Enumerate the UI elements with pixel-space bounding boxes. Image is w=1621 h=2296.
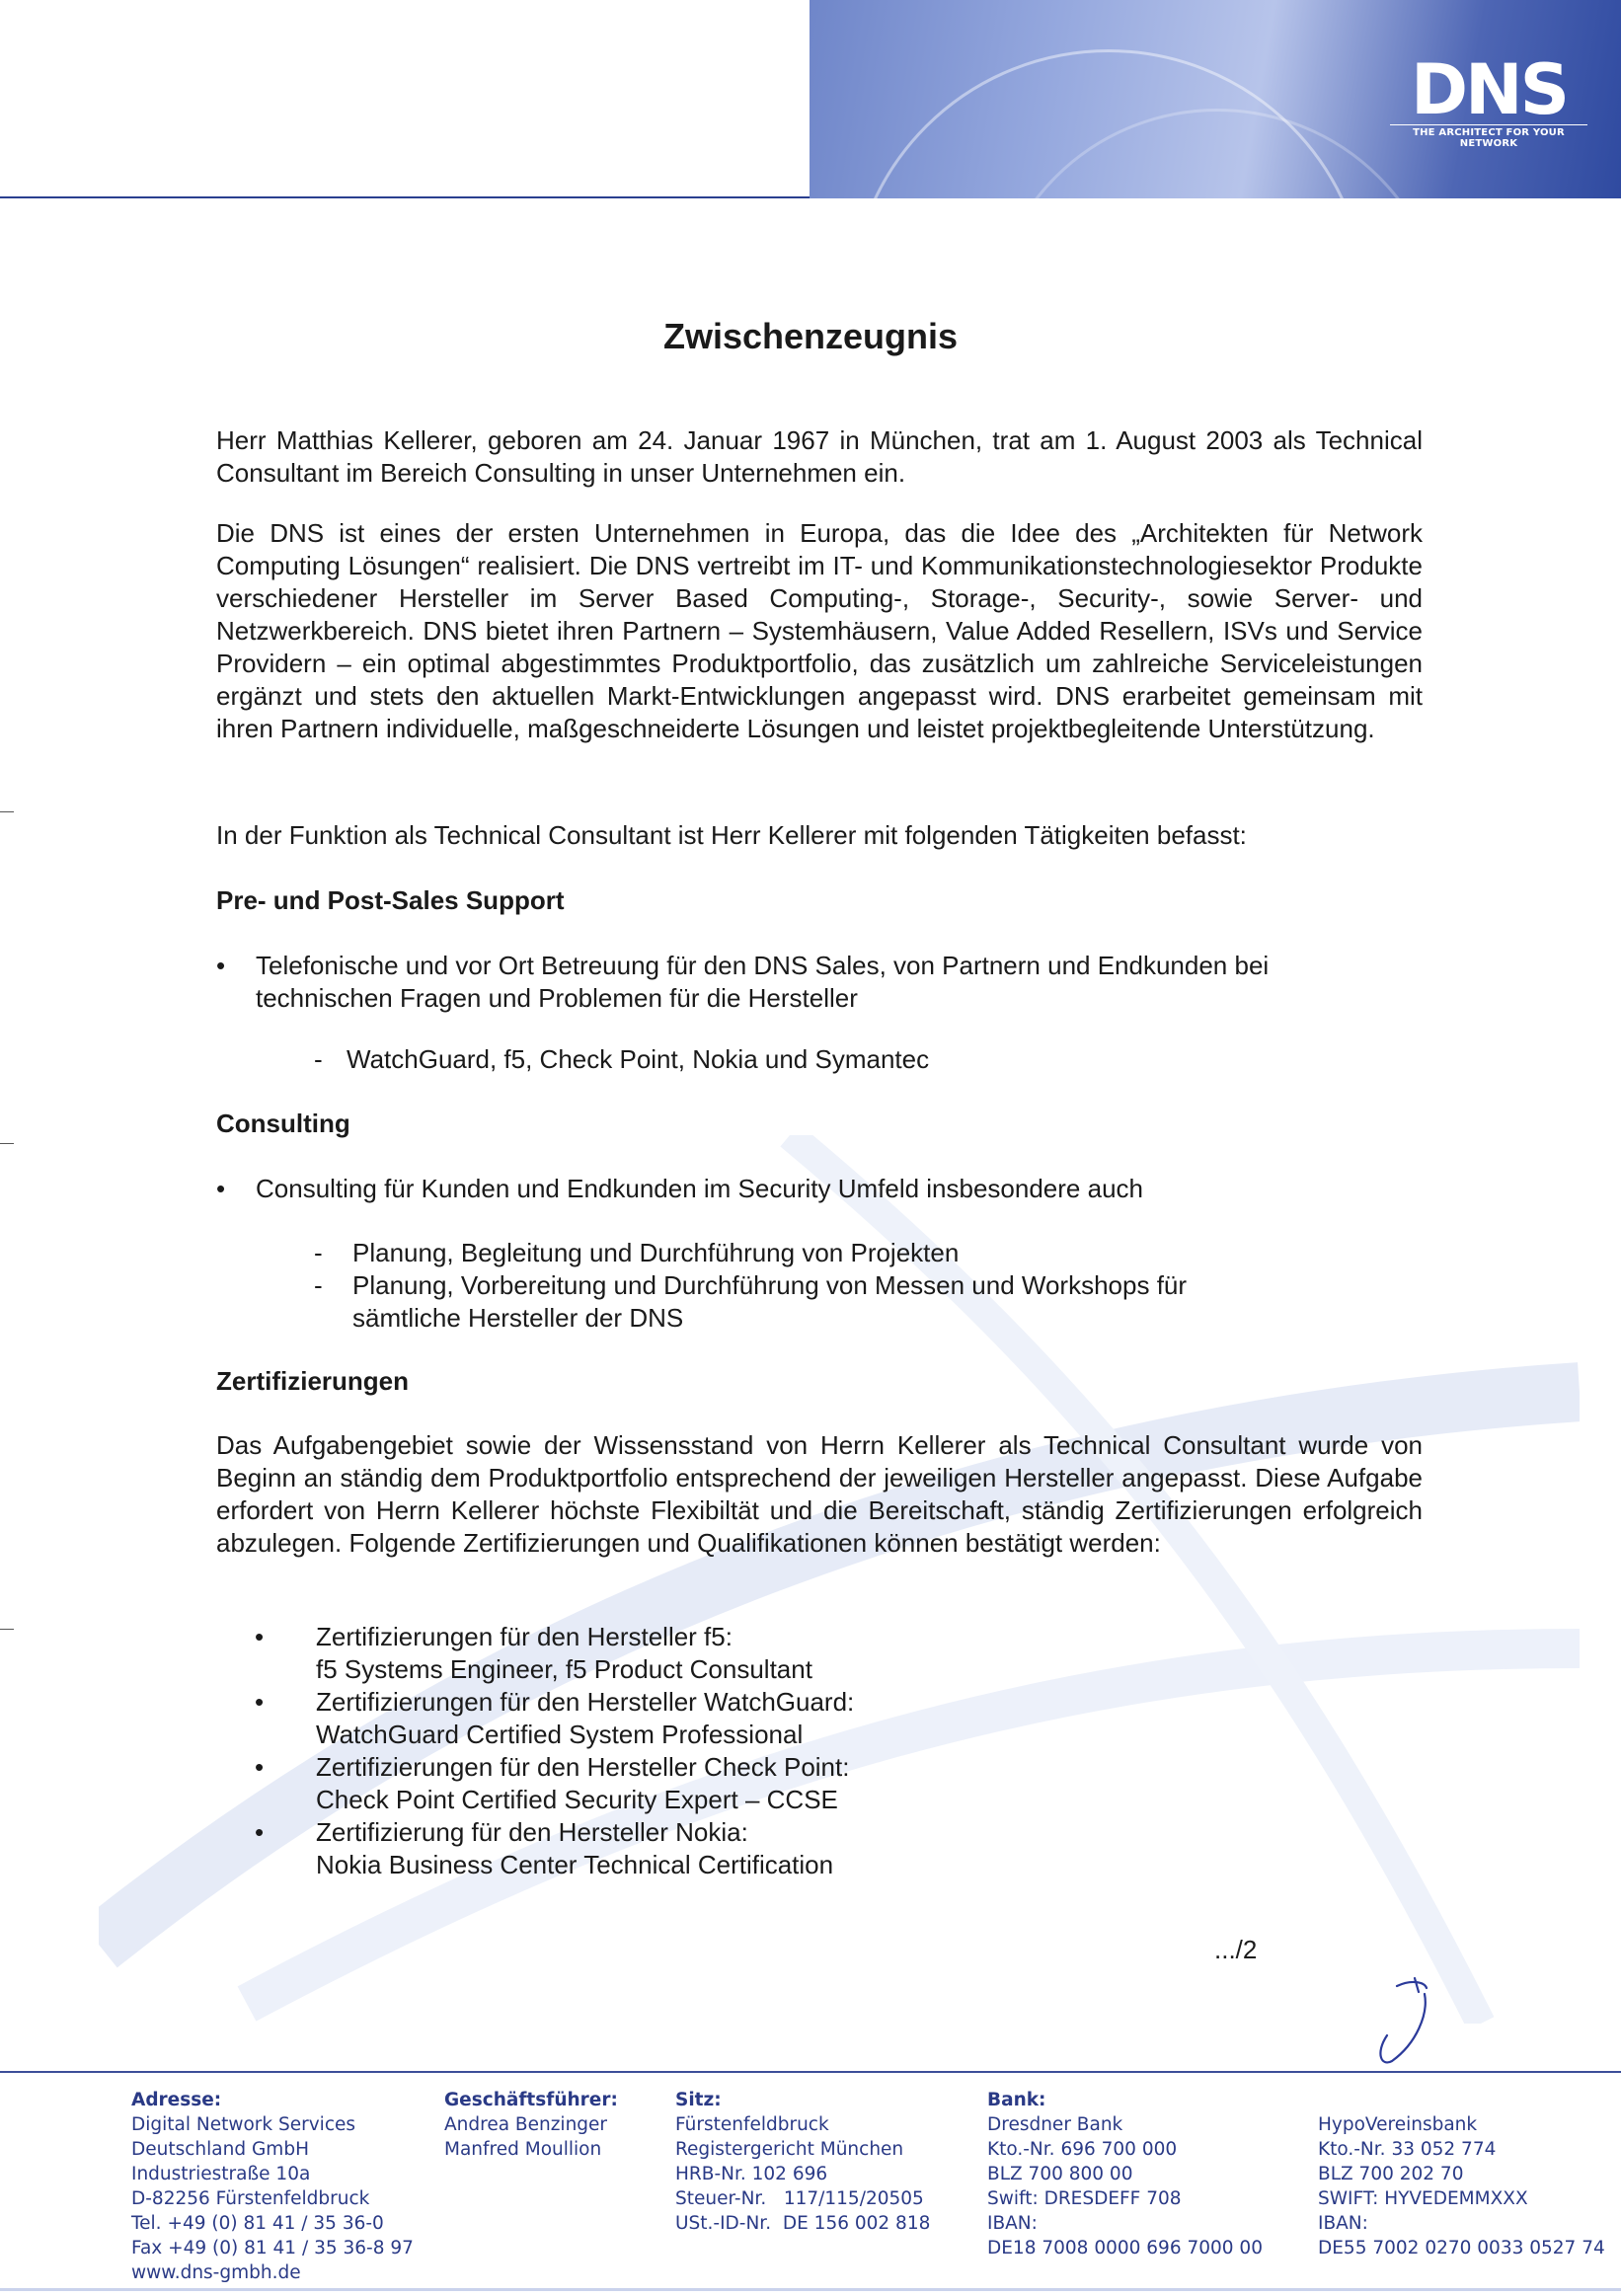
dash-symbol: - — [314, 1044, 323, 1074]
document-title: Zwischenzeugnis — [662, 316, 959, 356]
footer-line: Kto.-Nr. 696 700 000 — [987, 2139, 1178, 2160]
certification-vendor: Zertifizierungen für den Hersteller f5: — [316, 1622, 733, 1651]
footer-heading: Geschäftsführer: — [444, 2090, 618, 2110]
certification-name: WatchGuard Certified System Professional — [316, 1720, 804, 1749]
list-item — [216, 950, 1401, 1015]
footer-heading: Adresse: — [131, 2090, 222, 2110]
footer-line: Andrea Benzinger — [444, 2114, 608, 2135]
consulting-bullet: Consulting für Kunden und Endkunden im Security Umfeld insbesondere auch — [256, 1174, 1143, 1203]
footer-line: BLZ 700 800 00 — [987, 2164, 1133, 2184]
footer-line: Dresdner Bank — [987, 2114, 1123, 2135]
footer-line: HypoVereinsbank — [1318, 2114, 1478, 2135]
footer-line: SWIFT: HYVEDEMMXXX — [1318, 2188, 1528, 2209]
dns-logo — [1390, 49, 1587, 149]
list-item — [255, 1686, 1143, 1751]
fold-mark — [0, 1629, 14, 1630]
footer-address — [131, 2088, 414, 2285]
bullet-symbol: • — [255, 1687, 265, 1717]
footer-line: HRB-Nr. 102 696 — [675, 2164, 828, 2184]
footer-line: USt.-ID-Nr. DE 156 002 818 — [675, 2213, 931, 2234]
intro-paragraph: Herr Matthias Kellerer, geboren am 24. Januar 1967 in München, trat am 1. August 2003 als Technical Consultant im Bereich Consulting in unser Unternehmen ein. — [216, 425, 1423, 488]
footer-line: Fürstenfeldbruck — [675, 2114, 829, 2135]
footer-line: Deutschland GmbH — [131, 2139, 309, 2160]
consulting-sub-item-line: Planung, Vorbereitung und Durchführung von Messen und Workshops für — [352, 1270, 1188, 1300]
footer-line: Registergericht München — [675, 2139, 904, 2160]
footer-heading: Bank: — [987, 2090, 1046, 2110]
support-bullet-line: technischen Fragen und Problemen für die Hersteller — [256, 983, 858, 1013]
dash-symbol: - — [314, 1270, 323, 1300]
logo-text: DNS — [1410, 49, 1568, 130]
footer-line: Kto.-Nr. 33 052 774 — [1318, 2139, 1497, 2160]
certification-vendor: Zertifizierungen für den Hersteller WatchGuard: — [316, 1687, 855, 1717]
footer-line: Swift: DRESDEFF 708 — [987, 2188, 1182, 2209]
bullet-symbol: • — [255, 1752, 265, 1782]
footer-seat — [675, 2088, 930, 2236]
consulting-sub-item-line: sämtliche Hersteller der DNS — [352, 1303, 684, 1333]
support-bullet-line: Telefonische und vor Ort Betreuung für den DNS Sales, von Partnern und Endkunden bei — [256, 951, 1270, 980]
letterhead-banner — [810, 0, 1621, 198]
page-reference: .../2 — [1214, 1935, 1258, 1964]
footer-line: Steuer-Nr. 117/115/20505 — [675, 2188, 924, 2209]
footer-management — [444, 2088, 618, 2162]
list-item — [255, 1621, 1143, 1686]
bullet-symbol: • — [255, 1817, 265, 1847]
list-item — [255, 1751, 1143, 1816]
certification-vendor: Zertifizierungen für den Hersteller Check Point: — [316, 1752, 850, 1782]
dash-symbol: - — [314, 1238, 323, 1267]
fold-mark — [0, 1143, 14, 1144]
list-item — [216, 1173, 1401, 1205]
certification-name: Check Point Certified Security Expert – CCSE — [316, 1785, 838, 1814]
footer-line: D-82256 Fürstenfeldbruck — [131, 2188, 370, 2209]
section-heading-support: Pre- und Post-Sales Support — [216, 885, 565, 915]
footer-line: Manfred Moullion — [444, 2139, 602, 2160]
support-sub-item: WatchGuard, f5, Check Point, Nokia und Symantec — [347, 1044, 930, 1074]
section-heading-certifications: Zertifizierungen — [216, 1366, 410, 1396]
footer-bank-secondary — [1318, 2112, 1605, 2260]
footer-line: DE18 7008 0000 696 7000 00 — [987, 2238, 1263, 2258]
footer-rule — [0, 2071, 1621, 2073]
footer-line: Tel. +49 (0) 81 41 / 35 36-0 — [131, 2213, 384, 2234]
fold-mark — [0, 811, 14, 812]
letterhead — [0, 0, 1621, 198]
letterhead-rule — [0, 196, 811, 198]
certification-vendor: Zertifizierung für den Hersteller Nokia: — [316, 1817, 748, 1847]
function-intro-paragraph: In der Funktion als Technical Consultant ist Herr Kellerer mit folgenden Tätigkeiten befasst: — [216, 820, 1247, 850]
signature-initial — [1367, 1974, 1446, 2068]
company-description-paragraph: Die DNS ist eines der ersten Unternehmen in Europa, das die Idee des „Architekten für Network Computing Lösungen“ realisiert. Die DNS vertreibt im IT- und Kommunikationstechnologiesektor Produkte verschiedener Hersteller im Server Based Computing-, Storage-, Security-, sowie Server- und Netzwerkbereich. DNS bietet ihren Partnern – Systemhäusern, Value Added Resellern, ISVs und Service Providern – ein optimal abgestimmtes Produktportfolio, das zusätzlich um zahlreiche Serviceleistungen ergänzt und stets den aktuellen Markt-Entwicklungen angepasst wird. DNS erarbeitet gemeinsam mit ihren Partnern individuelle, maßgeschneiderte Lösungen und leistet projektbegleitende Unterstützung. — [216, 518, 1423, 743]
footer-line: IBAN: — [987, 2213, 1038, 2234]
footer-line: Industriestraße 10a — [131, 2164, 311, 2184]
bullet-symbol: • — [255, 1622, 265, 1651]
certification-name: f5 Systems Engineer, f5 Product Consultant — [316, 1654, 812, 1684]
footer-heading: Sitz: — [675, 2090, 722, 2110]
footer-line: BLZ 700 202 70 — [1318, 2164, 1464, 2184]
footer-line: www.dns-gmbh.de — [131, 2262, 301, 2283]
certification-name: Nokia Business Center Technical Certification — [316, 1850, 834, 1879]
footer-bank — [987, 2088, 1263, 2260]
list-item — [255, 1816, 1143, 1881]
footer-line: IBAN: — [1318, 2213, 1368, 2234]
section-heading-consulting: Consulting — [216, 1109, 350, 1138]
bullet-symbol: • — [216, 1174, 226, 1203]
certifications-paragraph: Das Aufgabengebiet sowie der Wissensstand von Herrn Kellerer als Technical Consultant wurde von Beginn an ständig dem Produktportfolio entsprechend der jeweiligen Hersteller angepasst. Diese Aufgabe erfordert von Herrn Kellerer höchste Flexibiltät und die Bereitschaft, ständig Zertifizierungen erfolgreich abzulegen. Folgende Zertifizierungen und Qualifikationen können bestätigt werden: — [216, 1430, 1423, 1558]
bullet-symbol: • — [216, 951, 226, 980]
consulting-sub-item: Planung, Begleitung und Durchführung von Projekten — [352, 1238, 960, 1267]
consulting-sub-item — [352, 1269, 1340, 1335]
footer-line: Fax +49 (0) 81 41 / 35 36-8 97 — [131, 2238, 414, 2258]
logo-tagline: THE ARCHITECT FOR YOUR NETWORK — [1390, 124, 1587, 149]
footer-line: DE55 7002 0270 0033 0527 74 — [1318, 2238, 1605, 2258]
footer-bottom-rule — [0, 2288, 1621, 2291]
footer-line: Digital Network Services — [131, 2114, 356, 2135]
